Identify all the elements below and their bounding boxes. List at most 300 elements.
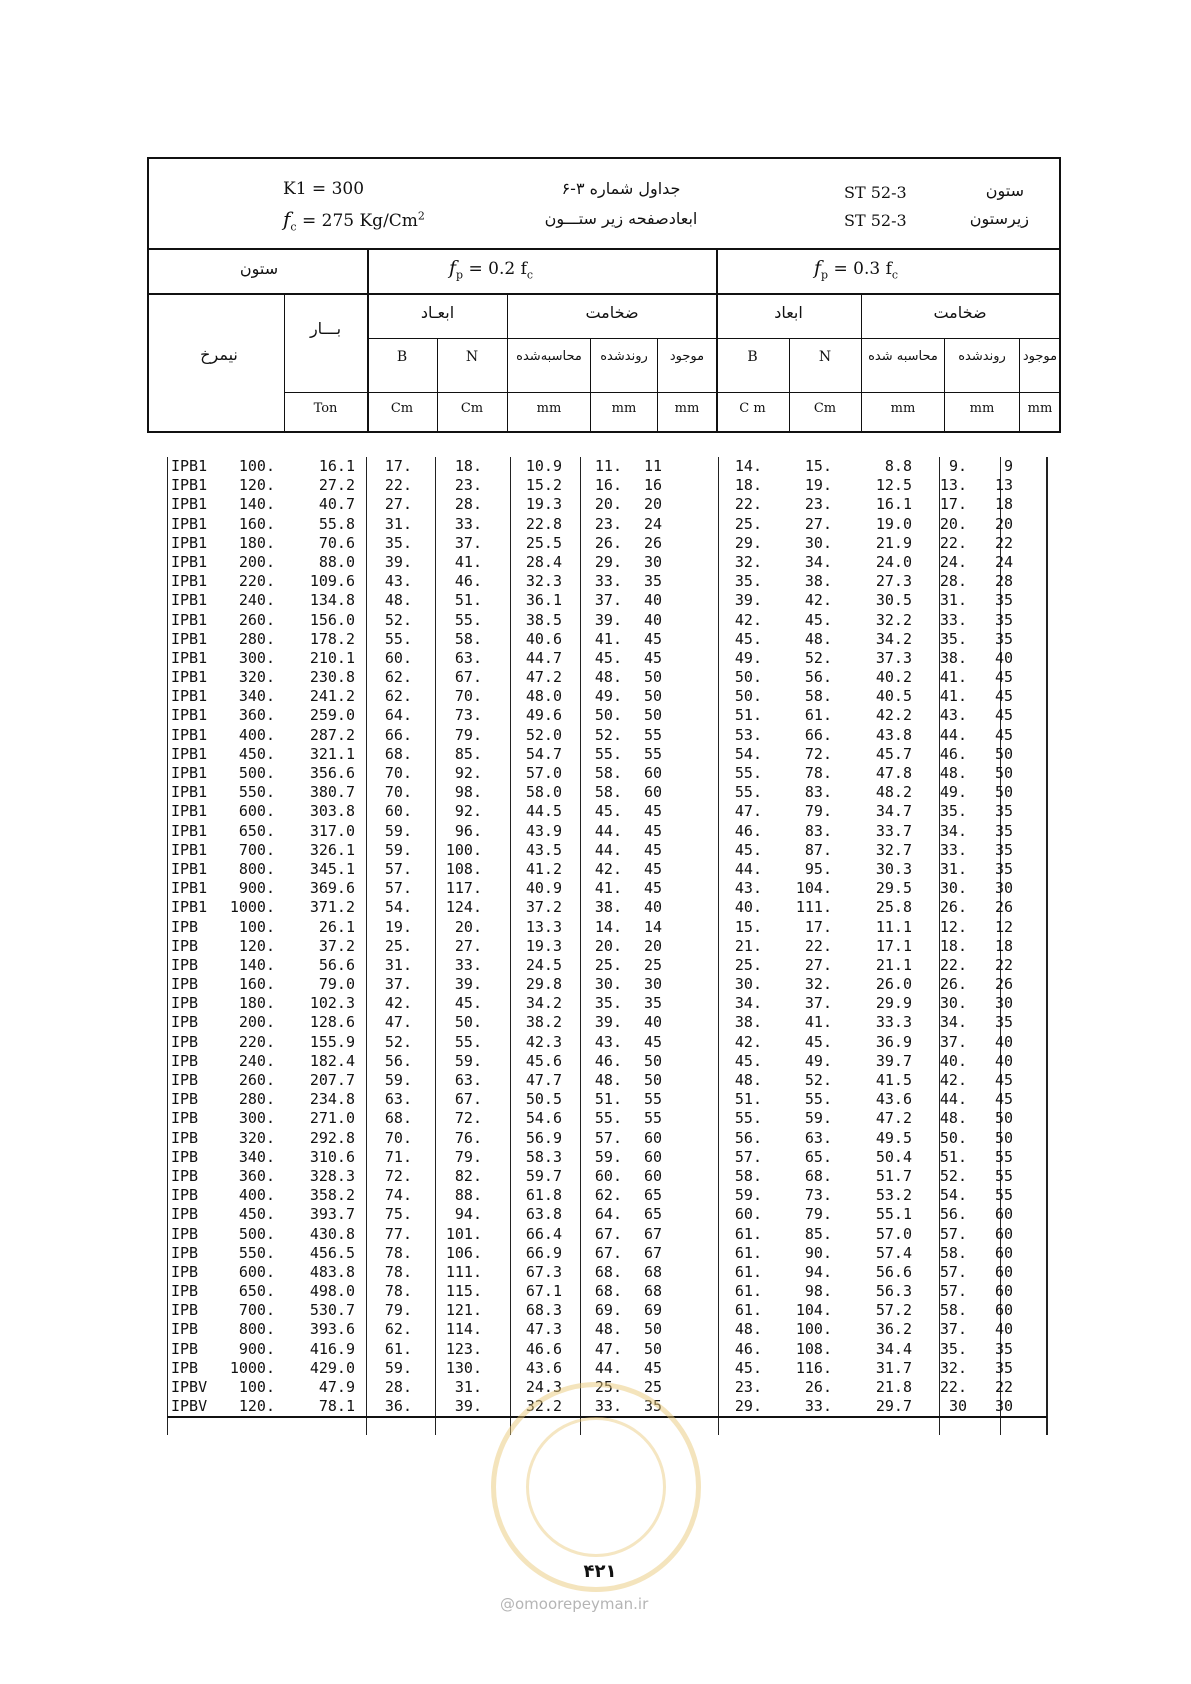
- load-value: 287.2: [309, 725, 355, 744]
- b-value: 59.: [384, 821, 412, 840]
- profile-type: IPB1: [171, 476, 208, 495]
- available2-thickness: 60: [994, 1282, 1013, 1301]
- load-value: 16.1: [318, 457, 355, 475]
- profile-size: 300.: [238, 1109, 275, 1128]
- b-value: 54.: [384, 898, 412, 917]
- calc2-thickness: 24.0: [875, 552, 912, 571]
- n2-value: 27.: [804, 514, 832, 533]
- n2-value: 85.: [804, 1224, 832, 1243]
- n2-value: 49.: [804, 1051, 832, 1070]
- available-thickness: 50: [643, 1320, 662, 1339]
- calc2-thickness: 47.8: [875, 764, 912, 782]
- n-value: 39.: [454, 975, 482, 994]
- calc2-thickness: 21.8: [875, 1378, 912, 1396]
- profile-size: 300.: [238, 648, 275, 667]
- rounded2-thickness: 57.: [939, 1224, 967, 1243]
- b2-value: 29.: [734, 1397, 762, 1416]
- available2-thickness: 45: [994, 1071, 1013, 1089]
- b2-value: 18.: [734, 476, 762, 495]
- b2-value: 34.: [734, 994, 762, 1013]
- load-value: 37.2: [318, 936, 355, 955]
- n-value: 115.: [445, 1282, 482, 1301]
- profile-size: 200.: [238, 1013, 275, 1032]
- table-row: [167, 1109, 1047, 1128]
- profile-size: 320.: [238, 668, 275, 687]
- calc-thickness: 38.2: [525, 1013, 562, 1032]
- load-value: 207.7: [309, 1071, 355, 1089]
- n2-value: 27.: [804, 955, 832, 974]
- profile-size: 200.: [238, 552, 275, 571]
- k1-value: K1 = 300: [283, 179, 365, 199]
- calc-thickness: 43.6: [525, 1358, 562, 1377]
- rounded-thickness: 43.: [594, 1032, 622, 1051]
- available-thickness: 16: [643, 476, 662, 495]
- n-value: 33.: [454, 955, 482, 974]
- rounded2-thickness: 40.: [939, 1051, 967, 1070]
- b2-value: 29.: [734, 533, 762, 552]
- profile-type: IPB1: [171, 629, 208, 648]
- profile-type: IPB: [171, 1339, 199, 1358]
- profile-size: 900.: [238, 1339, 275, 1358]
- calc2-thickness: 8.8: [884, 457, 912, 475]
- n-value: 50.: [454, 1013, 482, 1032]
- profile-size: 140.: [238, 495, 275, 514]
- available-thickness: 55: [643, 744, 662, 763]
- rounded2-thickness: 52.: [939, 1166, 967, 1185]
- load-value: 393.7: [309, 1205, 355, 1224]
- calc2-thickness: 50.4: [875, 1147, 912, 1166]
- profile-type: IPB1: [171, 572, 208, 591]
- profile-size: 100.: [238, 917, 275, 936]
- calc-thickness: 52.0: [525, 725, 562, 744]
- col-thickness: ضخامت: [585, 303, 639, 322]
- calc2-thickness: 36.2: [875, 1320, 912, 1339]
- load-value: 70.6: [318, 533, 355, 552]
- available-thickness: 35: [643, 1397, 662, 1416]
- n-value: 37.: [454, 533, 482, 552]
- profile-type: IPB: [171, 1243, 199, 1262]
- divider: [284, 392, 1059, 393]
- b-value: 79.: [384, 1301, 412, 1320]
- calc-thickness: 54.6: [525, 1109, 562, 1128]
- b-value: 39.: [384, 552, 412, 571]
- profile-size: 360.: [238, 706, 275, 725]
- profile-size: 100.: [238, 1378, 275, 1396]
- table-row: [167, 898, 1047, 917]
- n2-value: 15.: [804, 457, 832, 475]
- b2-value: 51.: [734, 1090, 762, 1109]
- profile-size: 650.: [238, 821, 275, 840]
- unit-label: Ton: [313, 401, 338, 416]
- group-left-label: ستون: [239, 259, 279, 278]
- load-value: 483.8: [309, 1262, 355, 1281]
- rounded2-thickness: 58.: [939, 1243, 967, 1262]
- table-subtitle: ابعادصفحه زیر ستـــون: [544, 209, 698, 228]
- available2-thickness: 22: [994, 1378, 1013, 1396]
- available2-thickness: 60: [994, 1301, 1013, 1320]
- unit-label: mm: [890, 401, 916, 416]
- profile-size: 320.: [238, 1128, 275, 1147]
- load-value: 26.1: [318, 917, 355, 936]
- col-calc2: محاسبه شده: [868, 349, 938, 364]
- b2-value: 59.: [734, 1186, 762, 1205]
- available2-thickness: 35: [994, 802, 1013, 821]
- col-dims: ابعـاد: [420, 303, 455, 322]
- rounded-thickness: 42.: [594, 859, 622, 878]
- unit-label: mm: [1027, 401, 1053, 416]
- table-row: [167, 1052, 1047, 1071]
- rounded-thickness: 41.: [594, 879, 622, 898]
- load-value: 393.6: [309, 1320, 355, 1339]
- rounded2-thickness: 38.: [939, 648, 967, 667]
- fp-eq: = 0.2 f: [468, 259, 527, 279]
- profile-type: IPB: [171, 1224, 199, 1243]
- fc-sub: c: [526, 268, 534, 282]
- profile-type: IPB1: [171, 725, 208, 744]
- calc-thickness: 29.8: [525, 975, 562, 994]
- calc-thickness: 56.9: [525, 1128, 562, 1147]
- b2-value: 48.: [734, 1320, 762, 1339]
- available-thickness: 50: [643, 706, 662, 725]
- n2-value: 41.: [804, 1013, 832, 1032]
- rounded2-thickness: 30.: [939, 879, 967, 898]
- n2-value: 22.: [804, 936, 832, 955]
- rounded-thickness: 20.: [594, 936, 622, 955]
- rounded-thickness: 33.: [594, 1397, 622, 1416]
- profile-type: IPB: [171, 1013, 199, 1032]
- col-thickness2: ضخامت: [933, 303, 987, 322]
- profile-type: IPB: [171, 1166, 199, 1185]
- available-thickness: 45: [643, 648, 662, 667]
- table-row: [167, 1244, 1047, 1263]
- n2-value: 42.: [804, 591, 832, 610]
- calc2-thickness: 43.8: [875, 725, 912, 744]
- profile-type: IPB1: [171, 859, 208, 878]
- n2-value: 95.: [804, 859, 832, 878]
- calc-thickness: 44.5: [525, 802, 562, 821]
- calc2-thickness: 39.7: [875, 1051, 912, 1070]
- profile-size: 120.: [238, 1397, 275, 1416]
- profile-size: 500.: [238, 764, 275, 782]
- available2-thickness: 26: [994, 898, 1013, 917]
- calc2-thickness: 48.2: [875, 783, 912, 802]
- b-value: 57.: [384, 859, 412, 878]
- fp-02-header: [449, 257, 533, 281]
- available-thickness: 14: [643, 917, 662, 936]
- available-thickness: 45: [643, 1358, 662, 1377]
- load-value: 182.4: [309, 1051, 355, 1070]
- n2-value: 104.: [795, 1301, 832, 1320]
- unit-label: Cm: [813, 401, 837, 416]
- profile-size: 240.: [238, 591, 275, 610]
- available2-thickness: 35: [994, 1339, 1013, 1358]
- profile-type: IPBV: [171, 1378, 208, 1396]
- load-value: 321.1: [309, 744, 355, 763]
- rounded2-thickness: 46.: [939, 744, 967, 763]
- profile-size: 260.: [238, 1071, 275, 1089]
- unit-label: C m: [739, 401, 766, 416]
- col-calc: محاسبه‌شده: [516, 349, 582, 364]
- b-value: 43.: [384, 572, 412, 591]
- table-title: جداول شماره ۳-۶: [561, 179, 681, 198]
- table-row: [167, 591, 1047, 610]
- available-thickness: 30: [643, 975, 662, 994]
- rounded2-thickness: 50.: [939, 1128, 967, 1147]
- col-rounded: روندشده: [600, 349, 648, 364]
- calc2-thickness: 36.9: [875, 1032, 912, 1051]
- b2-value: 43.: [734, 879, 762, 898]
- table-row: [167, 495, 1047, 514]
- b-value: 48.: [384, 591, 412, 610]
- rounded-thickness: 60.: [594, 1166, 622, 1185]
- b-value: 77.: [384, 1224, 412, 1243]
- profile-size: 700.: [238, 840, 275, 859]
- profile-type: IPB: [171, 1109, 199, 1128]
- b2-value: 55.: [734, 783, 762, 802]
- calc2-thickness: 29.7: [875, 1397, 912, 1416]
- profile-size: 360.: [238, 1166, 275, 1185]
- rounded-thickness: 51.: [594, 1090, 622, 1109]
- n-value: 46.: [454, 572, 482, 591]
- n2-value: 72.: [804, 744, 832, 763]
- calc-thickness: 24.3: [525, 1378, 562, 1396]
- rounded2-thickness: 42.: [939, 1071, 967, 1089]
- profile-type: IPB: [171, 1090, 199, 1109]
- load-value: 178.2: [309, 629, 355, 648]
- available2-thickness: 55: [994, 1186, 1013, 1205]
- b2-value: 32.: [734, 552, 762, 571]
- n-value: 92.: [454, 802, 482, 821]
- b2-value: 60.: [734, 1205, 762, 1224]
- available-thickness: 45: [643, 629, 662, 648]
- n-value: 55.: [454, 610, 482, 629]
- rounded2-thickness: 57.: [939, 1262, 967, 1281]
- rounded2-thickness: 41.: [939, 668, 967, 687]
- rounded2-thickness: 44.: [939, 1090, 967, 1109]
- rounded2-thickness: 35.: [939, 1339, 967, 1358]
- profile-size: 160.: [238, 975, 275, 994]
- rounded-thickness: 68.: [594, 1282, 622, 1301]
- calc2-thickness: 40.2: [875, 668, 912, 687]
- b2-value: 54.: [734, 744, 762, 763]
- unit-label: mm: [969, 401, 995, 416]
- n2-value: 100.: [795, 1320, 832, 1339]
- b-value: 68.: [384, 744, 412, 763]
- n-value: 88.: [454, 1186, 482, 1205]
- calc2-thickness: 57.4: [875, 1243, 912, 1262]
- available2-thickness: 45: [994, 668, 1013, 687]
- fc-value: [283, 207, 425, 233]
- b-value: 27.: [384, 495, 412, 514]
- table-row: [167, 1071, 1047, 1090]
- profile-type: IPB: [171, 975, 199, 994]
- available2-thickness: 60: [994, 1224, 1013, 1243]
- n-value: 67.: [454, 668, 482, 687]
- n2-value: 56.: [804, 668, 832, 687]
- n2-value: 23.: [804, 495, 832, 514]
- table-row: [167, 553, 1047, 572]
- profile-size: 800.: [238, 1320, 275, 1339]
- rounded2-thickness: 43.: [939, 706, 967, 725]
- n-value: 27.: [454, 936, 482, 955]
- profile-size: 220.: [238, 572, 275, 591]
- n-value: 82.: [454, 1166, 482, 1185]
- n-value: 63.: [454, 1071, 482, 1089]
- rounded-thickness: 39.: [594, 610, 622, 629]
- b-value: 64.: [384, 706, 412, 725]
- rounded-thickness: 47.: [594, 1339, 622, 1358]
- n-value: 114.: [445, 1320, 482, 1339]
- profile-size: 550.: [238, 1243, 275, 1262]
- available2-thickness: 50: [994, 764, 1013, 782]
- available2-thickness: 55: [994, 1166, 1013, 1185]
- available2-thickness: 40: [994, 648, 1013, 667]
- load-value: 358.2: [309, 1186, 355, 1205]
- unit-label: mm: [611, 401, 637, 416]
- steel-grade-column: ST 52-3: [844, 183, 907, 202]
- table-row: [167, 822, 1047, 841]
- available-thickness: 55: [643, 725, 662, 744]
- b-value: 60.: [384, 648, 412, 667]
- n-value: 18.: [454, 457, 482, 475]
- profile-type: IPB: [171, 1320, 199, 1339]
- available-thickness: 24: [643, 514, 662, 533]
- profile-size: 500.: [238, 1224, 275, 1243]
- load-value: 369.6: [309, 879, 355, 898]
- profile-type: IPB1: [171, 687, 208, 706]
- rounded-thickness: 48.: [594, 668, 622, 687]
- rounded-thickness: 69.: [594, 1301, 622, 1320]
- rounded-thickness: 37.: [594, 591, 622, 610]
- load-value: 271.0: [309, 1109, 355, 1128]
- n2-value: 63.: [804, 1128, 832, 1147]
- table-row: [167, 841, 1047, 860]
- profile-size: 550.: [238, 783, 275, 802]
- table-row: [167, 457, 1047, 476]
- available-thickness: 55: [643, 1109, 662, 1128]
- available2-thickness: 60: [994, 1205, 1013, 1224]
- calc-thickness: 58.0: [525, 783, 562, 802]
- profile-size: 240.: [238, 1051, 275, 1070]
- rounded-thickness: 25.: [594, 955, 622, 974]
- rounded-thickness: 44.: [594, 1358, 622, 1377]
- rounded-thickness: 44.: [594, 840, 622, 859]
- b-value: 63.: [384, 1090, 412, 1109]
- available-thickness: 45: [643, 1032, 662, 1051]
- calc2-thickness: 27.3: [875, 572, 912, 591]
- profile-type: IPB1: [171, 648, 208, 667]
- load-value: 416.9: [309, 1339, 355, 1358]
- rounded2-thickness: 56.: [939, 1205, 967, 1224]
- col-available2: موجود: [1022, 349, 1058, 364]
- profile-size: 180.: [238, 533, 275, 552]
- profile-type: IPBV: [171, 1397, 208, 1416]
- rounded2-thickness: 26.: [939, 975, 967, 994]
- available-thickness: 35: [643, 994, 662, 1013]
- available2-thickness: 60: [994, 1243, 1013, 1262]
- calc-thickness: 10.9: [525, 457, 562, 475]
- load-value: 498.0: [309, 1282, 355, 1301]
- available2-thickness: 35: [994, 859, 1013, 878]
- n2-value: 90.: [804, 1243, 832, 1262]
- rounded-thickness: 35.: [594, 994, 622, 1013]
- n-value: 92.: [454, 764, 482, 782]
- available-thickness: 45: [643, 821, 662, 840]
- b2-value: 47.: [734, 802, 762, 821]
- available2-thickness: 45: [994, 725, 1013, 744]
- n-value: 67.: [454, 1090, 482, 1109]
- b-value: 52.: [384, 610, 412, 629]
- b2-value: 50.: [734, 687, 762, 706]
- n2-value: 116.: [795, 1358, 832, 1377]
- b-value: 59.: [384, 1071, 412, 1089]
- b-value: 75.: [384, 1205, 412, 1224]
- n-value: 23.: [454, 476, 482, 495]
- available2-thickness: 50: [994, 783, 1013, 802]
- available2-thickness: 35: [994, 821, 1013, 840]
- b-value: 59.: [384, 1358, 412, 1377]
- available-thickness: 67: [643, 1224, 662, 1243]
- n-value: 63.: [454, 648, 482, 667]
- calc-thickness: 28.4: [525, 552, 562, 571]
- available2-thickness: 45: [994, 706, 1013, 725]
- rounded2-thickness: 41.: [939, 687, 967, 706]
- table-row: [167, 1186, 1047, 1205]
- available2-thickness: 22: [994, 955, 1013, 974]
- profile-type: IPB1: [171, 744, 208, 763]
- available-thickness: 50: [643, 1339, 662, 1358]
- calc-thickness: 43.9: [525, 821, 562, 840]
- calc-thickness: 68.3: [525, 1301, 562, 1320]
- profile-size: 280.: [238, 629, 275, 648]
- load-value: 109.6: [309, 572, 355, 591]
- profile-size: 280.: [238, 1090, 275, 1109]
- table-row: [167, 649, 1047, 668]
- available-thickness: 40: [643, 591, 662, 610]
- rounded2-thickness: 37.: [939, 1320, 967, 1339]
- b-value: 52.: [384, 1032, 412, 1051]
- calc2-thickness: 56.6: [875, 1262, 912, 1281]
- calc-thickness: 32.2: [525, 1397, 562, 1416]
- rounded2-thickness: 51.: [939, 1147, 967, 1166]
- fp-sub: p: [821, 268, 829, 282]
- rounded-thickness: 67.: [594, 1243, 622, 1262]
- n-value: 106.: [445, 1243, 482, 1262]
- profile-type: IPB1: [171, 668, 208, 687]
- available-thickness: 35: [643, 572, 662, 591]
- b-value: 42.: [384, 994, 412, 1013]
- rounded-thickness: 64.: [594, 1205, 622, 1224]
- rounded-thickness: 62.: [594, 1186, 622, 1205]
- calc2-thickness: 41.5: [875, 1071, 912, 1089]
- calc2-thickness: 55.1: [875, 1205, 912, 1224]
- load-value: 210.1: [309, 648, 355, 667]
- load-value: 303.8: [309, 802, 355, 821]
- rounded2-thickness: 12.: [939, 917, 967, 936]
- b-value: 57.: [384, 879, 412, 898]
- profile-type: IPB: [171, 1262, 199, 1281]
- rounded2-thickness: 48.: [939, 764, 967, 782]
- table-row: [167, 1148, 1047, 1167]
- calc-thickness: 25.5: [525, 533, 562, 552]
- profile-type: IPB: [171, 917, 199, 936]
- fp-symbol: f: [449, 257, 457, 279]
- profile-type: IPB: [171, 1186, 199, 1205]
- b2-value: 25.: [734, 514, 762, 533]
- load-value: 47.9: [318, 1378, 355, 1396]
- profile-size: 1000.: [229, 898, 275, 917]
- available2-thickness: 24: [994, 552, 1013, 571]
